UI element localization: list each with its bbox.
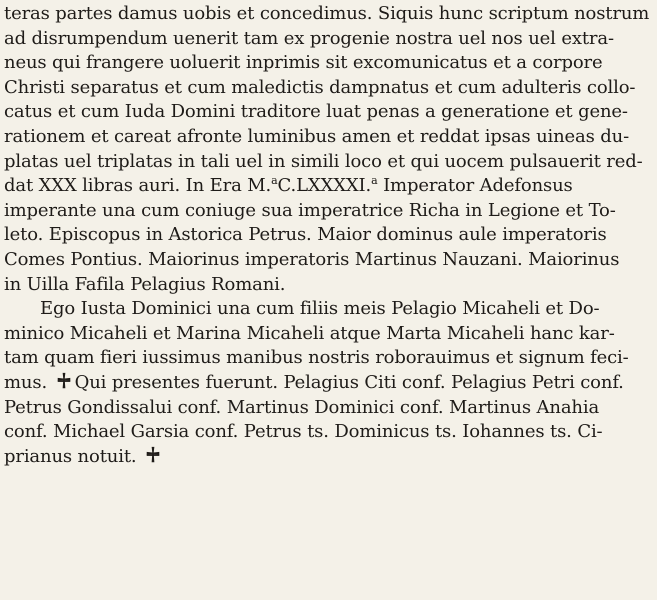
cross-pattee-icon bbox=[55, 372, 73, 390]
text-line: Christi separatus et cum maledictis dampnatus et cum adulteris collo- bbox=[4, 76, 636, 98]
text-line: Petrus Gondissalui conf. Martinus Dominici conf. Martinus Anahia bbox=[4, 396, 600, 418]
text-segment: mus. bbox=[4, 371, 48, 393]
text-line: minico Micaheli et Marina Micaheli atque Marta Micaheli hanc kar- bbox=[4, 322, 615, 344]
text-line: Comes Pontius. Maiorinus imperatoris Martinus Nauzani. Maiorinus bbox=[4, 248, 620, 270]
text-line: leto. Episcopus in Astorica Petrus. Maior dominus aule imperatoris bbox=[4, 224, 607, 246]
era-before: dat XXX libras auri. In Era M. bbox=[4, 175, 272, 197]
signum-line bbox=[4, 371, 652, 396]
text-line: ad disrumpendum uenerit tam ex progenie nostra uel nos uel extra- bbox=[4, 27, 614, 49]
text-line: conf. Michael Garsia conf. Petrus ts. Dominicus ts. Iohannes ts. Ci- bbox=[4, 421, 603, 443]
charter-text bbox=[4, 2, 652, 469]
text-line: neus qui frangere uoluerit inprimis sit excomunicatus et a corpore bbox=[4, 52, 603, 74]
paragraph-2 bbox=[4, 297, 652, 469]
text-segment: Qui presentes fuerunt. Pelagius Citi conf. Pelagius Petri conf. bbox=[74, 371, 624, 393]
era-line bbox=[4, 174, 652, 199]
text-line: Ego Iusta Dominici una cum filiis meis Pelagio Micaheli et Do- bbox=[40, 298, 600, 320]
text-line: catus et cum Iuda Domini traditore luat penas a generatione et gene- bbox=[4, 101, 628, 123]
text-line: platas uel triplatas in tali uel in simili loco et qui uocem pulsauerit red- bbox=[4, 150, 643, 172]
text-line: in Uilla Fafila Pelagius Romani. bbox=[4, 273, 286, 295]
cross-pattee-icon bbox=[144, 446, 162, 464]
text-line: teras partes damus uobis et concedimus. Siquis hunc scriptum nostrum bbox=[4, 3, 650, 24]
era-after: Imperator Adefonsus bbox=[377, 175, 573, 197]
paragraph-1 bbox=[4, 2, 652, 297]
signum-line-final bbox=[4, 445, 652, 470]
text-line: imperante una cum coniuge sua imperatrice Richa in Legione et To- bbox=[4, 199, 616, 221]
text-segment: prianus notuit. bbox=[4, 445, 137, 467]
era-sup-2: a bbox=[371, 174, 378, 188]
era-sup-1: a bbox=[271, 174, 278, 188]
text-line: rationem et careat afronte luminibus amen et reddat ipsas uineas du- bbox=[4, 125, 630, 147]
era-middle: C.LXXXXI. bbox=[277, 175, 372, 197]
text-line: tam quam fieri iussimus manibus nostris roborauimus et signum feci- bbox=[4, 347, 629, 369]
